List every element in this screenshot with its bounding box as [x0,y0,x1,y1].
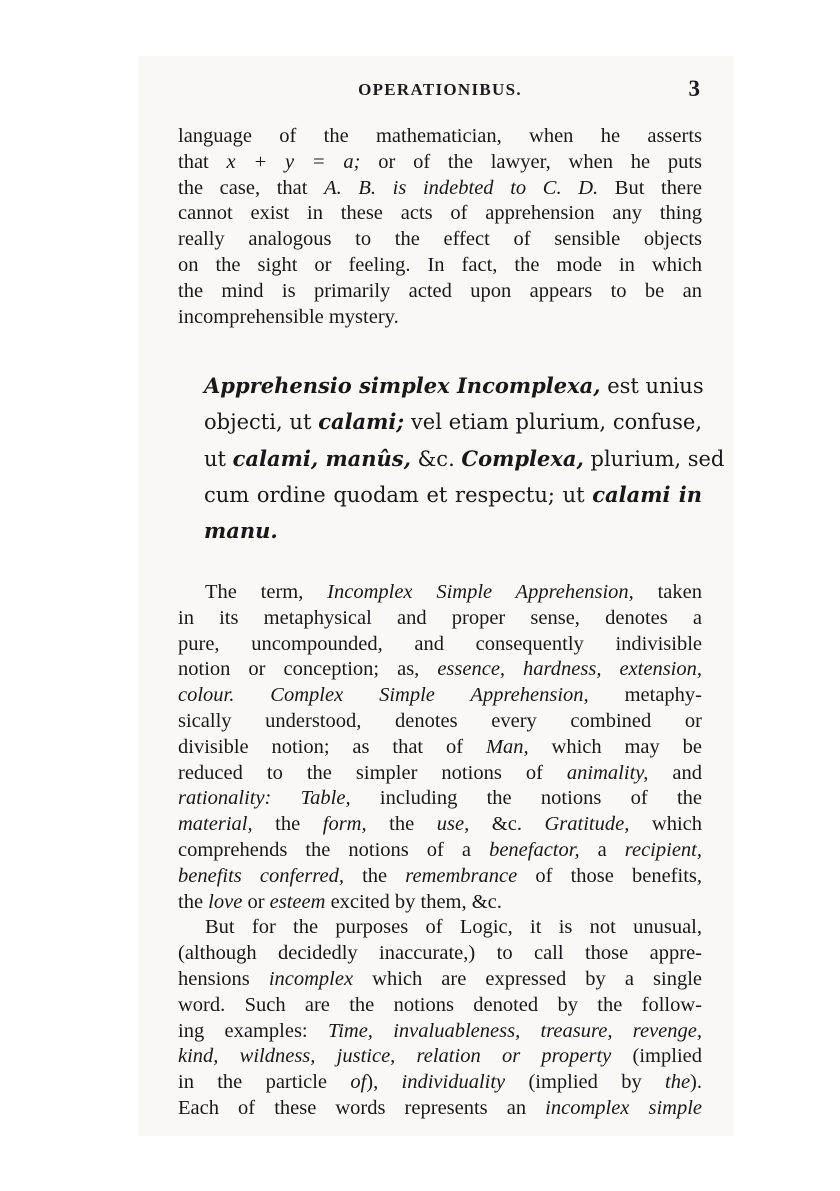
text-line: hensions incomplex which are expressed by a single [178,967,702,990]
text-line: sically understood, denotes every combined or [178,709,702,732]
paragraph-continuation [178,124,702,330]
text-line: in its metaphysical and proper sense, denotes a [178,606,702,629]
quote-line: Apprehensio simplex Incomplexa, est unius [204,373,704,398]
text-line: word. Such are the notions denoted by the follow- [178,993,702,1016]
running-head [178,78,702,106]
text-line: pure, uncompounded, and consequently indivisible [178,632,702,655]
text-line: language of the mathematician, when he asserts [178,125,702,147]
text-line: ing examples: Time, invaluableness, treasure, revenge, [178,1019,702,1042]
text-line: benefits conferred, the remembrance of those benefits, [178,864,702,887]
text-line: the love or esteem excited by them, &c. [178,890,502,913]
text-line: comprehends the notions of a benefactor, a recipient, [178,838,702,861]
text-line: the mind is primarily acted upon appears to be an [178,279,702,302]
text-line: (although decidedly inaccurate,) to call those appre- [178,942,702,965]
text-line: material, the form, the use, &c. Gratitude, which [178,813,702,836]
text-line: colour. Complex Simple Apprehension, metaphy- [178,684,703,707]
quote-line: objecti, ut calami; vel etiam plurium, confuse, [204,409,702,435]
quote-line: manu. [204,518,278,544]
text-line: on the sight or feeling. In fact, the mode in which [178,253,702,276]
text-line: reduced to the simpler notions of animality, and [178,761,702,784]
quote-line: cum ordine quodam et respectu; ut calami in [204,481,702,507]
text-line: notion or conception; as, essence, hardness, extension, [178,658,702,681]
text-line: rationality: Table, including the notions of the [178,787,702,810]
text-line: divisible notion; as that of Man, which may be [178,735,702,758]
page-number: 3 [688,76,700,101]
text-line: really analogous to the effect of sensible objects [178,228,702,251]
text-line: in the particle of), individuality (implied by the). [178,1071,702,1094]
text-line: incomprehensible mystery. [178,305,399,328]
text-line: The term, Incomplex Simple Apprehension, taken [205,581,702,603]
latin-quotation [204,368,725,549]
text-line: the case, that A. B. is indebted to C. D. But there [178,176,702,199]
quote-line: ut calami, manûs, &c. Complexa, plurium, sed [204,445,725,471]
commentary [178,580,702,1122]
text-line: that x + y = a; or of the lawyer, when he puts [178,150,702,173]
running-title: OPERATIONIBUS. [358,80,522,99]
text-line: cannot exist in these acts of apprehension any thing [178,202,702,225]
text-line: Each of these words represents an incomplex simple [178,1096,702,1119]
text-line: kind, wildness, justice, relation or property (implied [178,1045,702,1068]
text-line: But for the purposes of Logic, it is not unusual, [205,916,702,939]
